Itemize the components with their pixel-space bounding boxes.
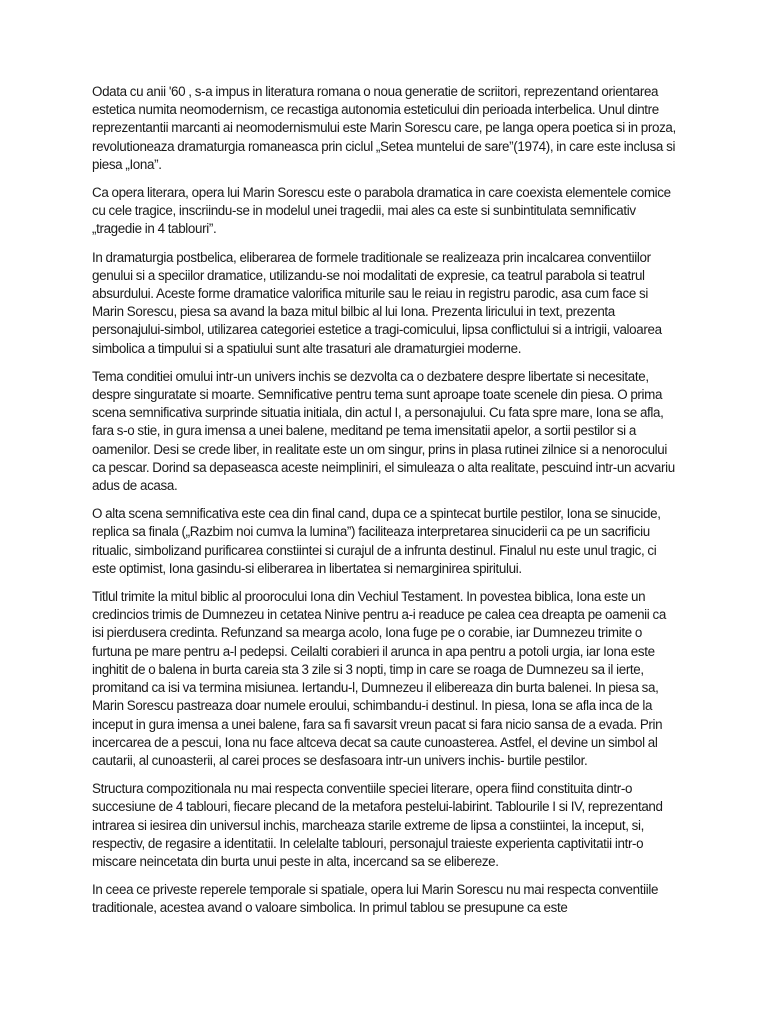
paragraph-3: In dramaturgia postbelica, eliberarea de formele traditionale se realizeaza prin incalcarea conventiilor genului si a speciilor dramatice, utilizandu-se noi modalitati de expresie, ca teatrul parabola si teatrul absurdului. Aceste forme dramatice valorifica miturile sau le reiau in registru parodic, asa cum face si Marin Sorescu, piesa sa avand la baza mitul bilbic al lui Iona. Prezenta liricului in text, prezenta personajului-simbol, utilizarea categoriei estetice a tragi-comicului, lipsa conflictului si a intrigii, valoarea simbolica a timpului si a spatiului sunt alte trasaturi ale dramaturgiei moderne.	[92, 249, 662, 356]
paragraph-7: Structura compozitionala nu mai respecta conventiile speciei literare, opera fiind constituita dintr-o succesiune de 4 tablouri, fiecare plecand de la metafora pestelui-labirint. Tablourile I si IV, reprezentand intrarea si iesirea din universul inchis, marcheaza starile extreme de lipsa a constiintei, la inceput, si, respectiv, de regasire a identitatii. In celelalte tablouri, personajul traieste experienta captivitatii intr-o miscare neincetata din burta unui peste in alta, incercand sa se elibereze.	[92, 781, 663, 869]
paragraph-2: Ca opera literara, opera lui Marin Sorescu este o parabola dramatica in care coexista elementele comice cu cele tragice, inscriindu-se in modelul unei tragedii, mai ales ca este si sunbintitulata semnificativ „tragedie in 4 tablouri”.	[92, 185, 671, 237]
document-page	[92, 83, 680, 928]
paragraph-4: Tema conditiei omului intr-un univers inchis se dezvolta ca o dezbatere despre libertate si necesitate, despre singuratate si moarte. Semnificative pentru tema sunt aproape toate scenele din piesa. O prima scena semnificativa surprinde situatia initiala, din actul I, a personajului. Cu fata spre mare, Iona se afla, fara s-o stie, in gura imensa a unei balene, meditand pe tema imensitatii apelor, a sortii pestilor si a oamenilor. Desi se crede liber, in realitate este un om singur, prins in plasa rutinei zilnice si a nenorocului ca pescar. Dorind sa depaseasca aceste neimpliniri, el simuleaza o alta realitate, pescuind intr-un acvariu adus de acasa.	[92, 368, 675, 494]
paragraph-1: Odata cu anii '60 , s-a impus in literatura romana o noua generatie de scriitori, reprezentand orientarea estetica numita neomodernism, ce recastiga autonomia esteticului din perioada interbelica. Unul dintre reprezentantii marcanti ai neomodernismului este Marin Sorescu care, pe langa opera poetica si in proza, revolutioneaza dramaturgia romaneasca prin ciclul „Setea muntelui de sare”(1974), in care este inclusa si piesa „Iona”.	[92, 84, 676, 172]
paragraph-8: In ceea ce priveste reperele temporale si spatiale, opera lui Marin Sorescu nu mai respecta conventiile traditionale, acestea avand o valoare simbolica. In primul tablou se presupune ca este	[92, 882, 659, 916]
paragraph-5: O alta scena semnificativa este cea din final cand, dupa ce a spintecat burtile pestilor, Iona se sinucide, replica sa finala („Razbim noi cumva la lumina”) faciliteaza interpretarea sinuciderii ca pe un sacrificiu ritualic, simbolizand purificarea constiintei si curajul de a infrunta destinul. Finalul nu este unul tragic, ci este optimist, Iona gasindu-si eliberarea in libertatea si nemarginirea spiritului.	[92, 506, 661, 576]
paragraph-6: Titlul trimite la mitul biblic al proorocului Iona din Vechiul Testament. In povestea biblica, Iona este un credincios trimis de Dumnezeu in cetatea Ninive pentru a-i readuce pe calea cea dreapta pe oamenii ca isi pierdusera credinta. Refunzand sa mearga acolo, Iona fuge pe o corabie, iar Dumnezeu trimite o furtuna pe mare pentru a-l pedepsi. Ceilalti corabieri il arunca in apa pentru a potoli urgia, iar Iona este inghitit de o balena in burta careia sta 3 zile si 3 nopti, timp in care se roaga de Dumnezeu sa il ierte, promitand ca isi va termina misiunea. Iertandu-l, Dumnezeu il elibereaza din burta balenei. In piesa sa, Marin Sorescu pastreaza doar numele eroului, schimbandu-i destinul. In piesa, Iona se afla inca de la inceput in gura imensa a unei balene, fara sa fi savarsit vreun pacat si fara nicio sansa de a evada. Prin incercarea de a pescui, Iona nu face altceva decat sa caute cunoasterea. Astfel, el devine un simbol al cautarii, al cunoasterii, al carei proces se desfasoara intr-un univers inchis- burtile pestilor.	[92, 589, 666, 768]
